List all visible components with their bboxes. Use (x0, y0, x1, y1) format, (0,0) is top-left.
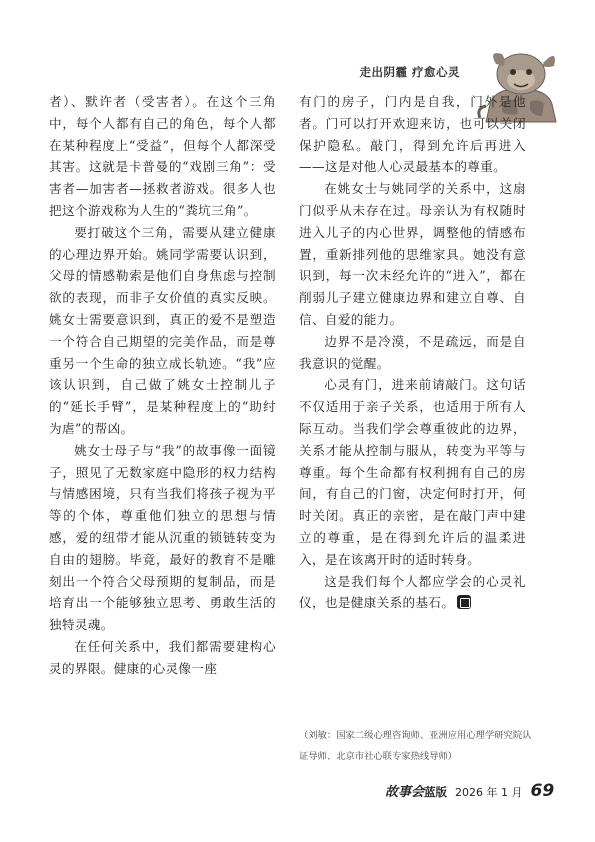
right-paragraph-5 (299, 571, 526, 615)
author-credit: （刘敏：国家二级心理咨询师、亚洲应用心理学研究院认证导师、北京市社心联专家热线导师） (299, 730, 532, 762)
left-paragraph-1: 者）、默许者（受害者）。在这个三角中，每个人都有自己的角色，每个人都在某种程度上“受益”，但每个人都深受其害。这就是卡普曼的“戏剧三角”：受害者—加害者—拯救者游戏。很多人也把这个游戏称为人生的“粪坑三角”。 (49, 94, 276, 218)
edition-label: 蓝版 (424, 785, 448, 799)
left-paragraph-3: 姚女士母子与“我”的故事像一面镜子，照见了无数家庭中隐形的权力结构与情感困境，只有当我们将孩子视为平等的个体，尊重他们独立的思想与情感，爱的纽带才能从沉重的锁链转变为自由的翅膀。毕竟，最好的教育不是雕刻出一个符合父母预期的复制品，而是培育出一个能够独立思考、勇敢生活的独特灵魂。 (49, 442, 276, 633)
issue-date: 2026 年 1 月 (455, 786, 523, 799)
right-paragraph-1: 有门的房子，门内是自我，门外是他者。门可以打开欢迎来访，也可以关闭保护隐私。敲门，得到允许后再进入——这是对他人心灵最基本的尊重。 (299, 94, 526, 175)
end-of-article-mark-icon (457, 595, 471, 609)
left-paragraph-4: 在任何关系中，我们都需要建构心灵的界限。健康的心灵像一座 (49, 638, 276, 676)
closing-sentence: 这是我们每个人都应学会的心灵礼仪，也是健康关系的基石。 (299, 573, 526, 611)
section-header: 走出阴霾 疗愈心灵 (359, 65, 460, 79)
right-paragraph-2: 在姚女士与姚同学的关系中，这扇门似乎从未存在过。母亲认为有权随时进入儿子的内心世界，调整他的情感布置，重新排列他的思维家具。她没有意识到，每一次未经允许的“进入”，都在削弱儿子建立健康边界和建立自尊、自信、自爱的能力。 (299, 181, 526, 327)
right-column (299, 91, 526, 614)
page-footer (385, 781, 554, 801)
right-paragraph-3: 边界不是冷漠，不是疏远，而是自我意识的觉醒。 (299, 333, 526, 371)
page-number: 69 (530, 781, 555, 801)
magazine-logo: 故事会 (385, 785, 425, 800)
left-paragraph-2: 要打破这个三角，需要从建立健康的心理边界开始。姚同学需要认识到，父母的情感勒索是他们自身焦虑与控制欲的表现，而非子女价值的真实反映。姚女士需要意识到，真正的爱不是塑造一个符合自己期望的完美作品，而是尊重另一个生命的独立成长轨迹。“我”应该认识到，自己做了姚女士控制儿子的“延长手臂”，是某种程度上的“助纣为虐”的帮凶。 (49, 224, 276, 436)
right-paragraph-4: 心灵有门，进来前请敲门。这句话不仅适用于亲子关系，也适用于所有人际互动。当我们学会尊重彼此的边界，关系才能从控制与服从，转变为平等与尊重。每个生命都有权利拥有自己的房间，有自己的门窗，决定何时打开，何时关闭。真正的亲密，是在敲门声中建立的尊重，是在得到允许后的温柔进入，是在该离开时的适时转身。 (299, 377, 526, 567)
left-column (49, 91, 276, 680)
